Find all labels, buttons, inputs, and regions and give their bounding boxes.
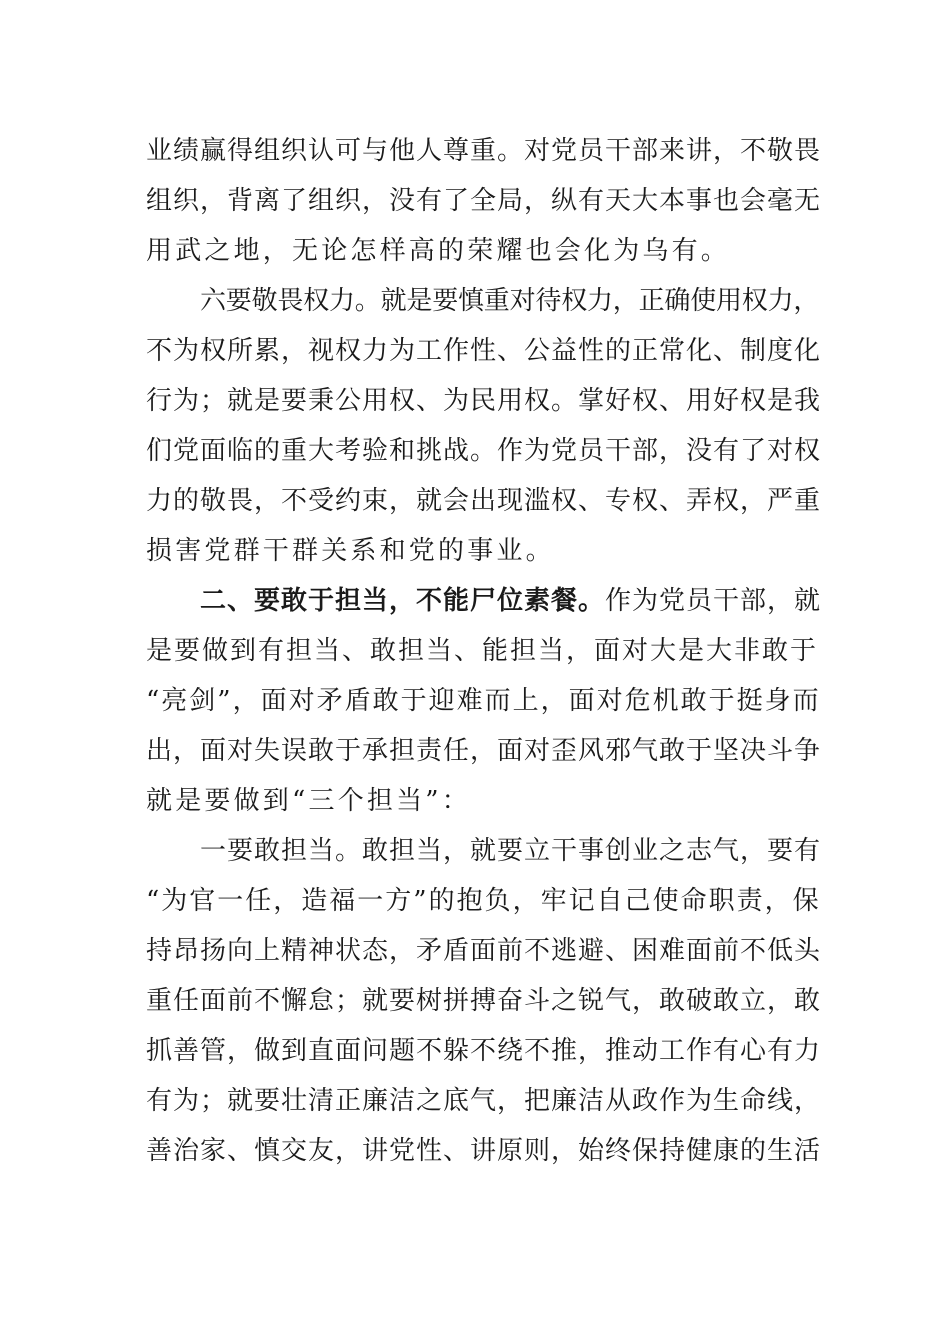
- text-line: 抓善管，做到直面问题不躲不绕不推，推动工作有心有力: [146, 1036, 822, 1066]
- text-line: 有为；就要壮清正廉洁之底气，把廉洁从政作为生命线，: [146, 1086, 822, 1116]
- text-line: 出，面对失误敢于承担责任，面对歪风邪气敢于坚决斗争: [146, 736, 822, 766]
- text-line: 组织，背离了组织，没有了全局，纵有天大本事也会毫无: [146, 186, 822, 216]
- text-line: 行为；就是要秉公用权、为民用权。掌好权、用好权是我: [146, 386, 822, 416]
- paragraph-first-line: 一要敢担当。敢担当，就要立干事创业之志气，要有: [200, 836, 822, 866]
- section-heading-continuation: 作为党员干部，就: [605, 586, 822, 616]
- text-line: 是要做到有担当、敢担当、能担当，面对大是大非敢于: [146, 636, 819, 666]
- text-line: 持昂扬向上精神状态，矛盾面前不逃避、困难面前不低头: [146, 936, 822, 966]
- section-heading-line: [200, 581, 821, 621]
- text-line: 损害党群干群关系和党的事业。: [146, 536, 555, 566]
- text-line: “亮剑”，面对矛盾敢于迎难而上，面对危机敢于挺身而: [146, 686, 821, 716]
- text-line: 就是要做到“三个担当”：: [146, 786, 471, 816]
- text-line: 业绩赢得组织认可与他人尊重。对党员干部来讲，不敬畏: [146, 136, 822, 166]
- section-heading: 二、要敢于担当，不能尸位素餐。: [200, 586, 606, 616]
- text-line: 们党面临的重大考验和挑战。作为党员干部，没有了对权: [146, 436, 822, 466]
- text-line: 用武之地，无论怎样高的荣耀也会化为乌有。: [146, 236, 731, 266]
- text-line: 不为权所累，视权力为工作性、公益性的正常化、制度化: [146, 336, 822, 366]
- text-line: “为官一任，造福一方”的抱负，牢记自己使命职责，保: [146, 886, 821, 916]
- text-line: 重任面前不懈怠；就要树拼搏奋斗之锐气，敢破敢立，敢: [146, 986, 822, 1016]
- paragraph-first-line: 六要敬畏权力。就是要慎重对待权力，正确使用权力，: [200, 286, 820, 316]
- text-line: 力的敬畏，不受约束，就会出现滥权、专权、弄权，严重: [146, 486, 822, 516]
- text-line: 善治家、慎交友，讲党性、讲原则，始终保持健康的生活: [146, 1136, 822, 1166]
